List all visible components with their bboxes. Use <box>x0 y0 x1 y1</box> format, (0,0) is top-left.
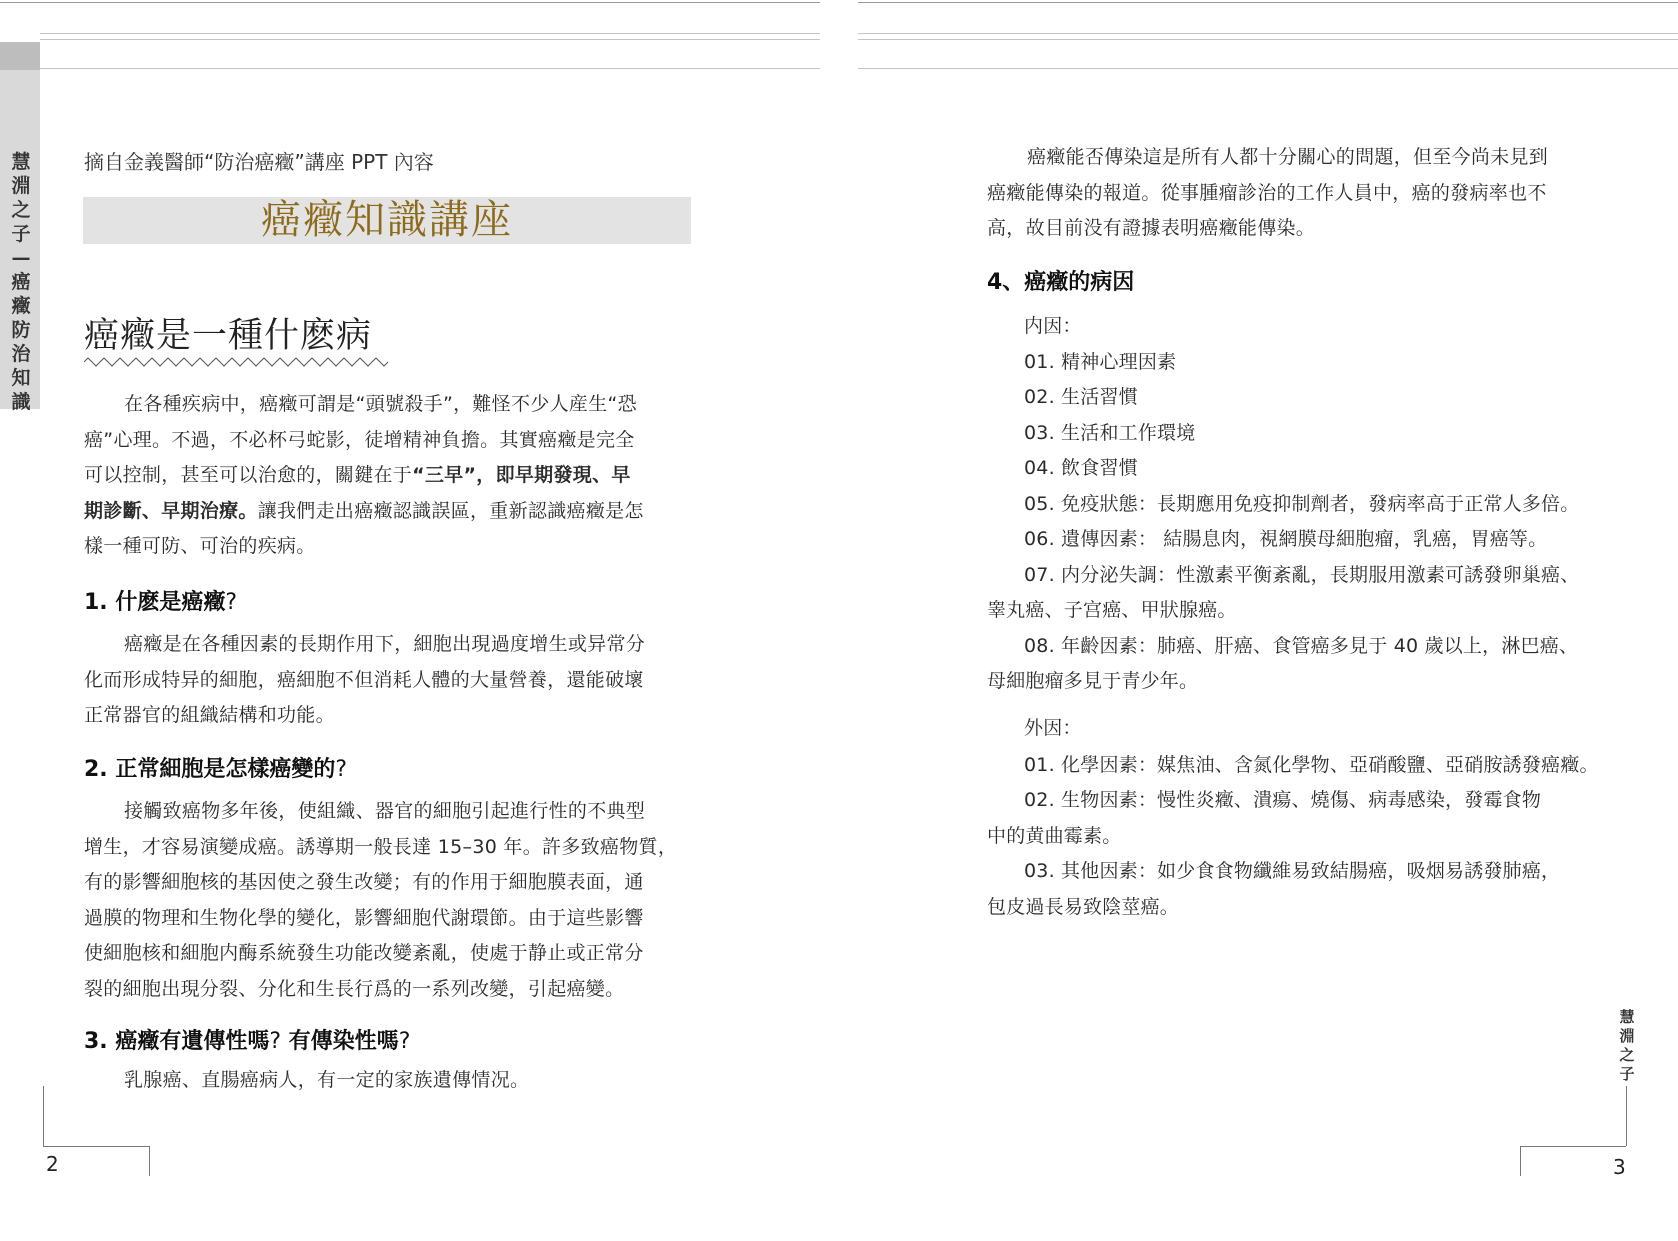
internal-item-05: 05. 免疫狀態：長期應用免疫抑制劑者，發病率高于正常人多倍。 <box>1024 493 1580 515</box>
page-title: 癌癥知識講座 <box>261 197 513 243</box>
corner-mark-left-h <box>43 1146 149 1147</box>
answer-2-line-1: 接觸致癌物多年後，使組織、器官的細胞引起進行性的不典型 <box>124 800 646 822</box>
external-item-02-cont: 中的黄曲霉素。 <box>987 825 1122 847</box>
contagion-paragraph <box>987 140 1595 247</box>
intro-line-2: 癌”心理。不過，不必杯弓蛇影，徒增精神負擔。其實癌癥是完全 <box>84 428 635 451</box>
answer-1 <box>84 627 692 734</box>
spine-label: 慧淵之子—癌癥防治知識 <box>11 151 31 413</box>
answer-1-line-3: 正常器官的組織結構和功能。 <box>84 704 335 726</box>
corner-mark-right <box>1626 1086 1627 1146</box>
internal-item-07: 07. 内分泌失調：性激素平衡紊亂，長期服用激素可誘發卵巢癌、 <box>1024 564 1580 586</box>
question-1-heading: 1. 什麽是癌癥? <box>84 590 238 615</box>
answer-1-line-1: 癌癥是在各種因素的長期作用下，細胞出現過度增生或异常分 <box>124 633 646 655</box>
top-rule-right <box>858 2 1678 3</box>
internal-item-04: 04. 飲食習慣 <box>1024 457 1138 479</box>
intro-line-4b: 讓我們走出癌癥認識誤區，重新認識癌癥是怎 <box>257 499 644 522</box>
intro-paragraph <box>84 387 692 565</box>
answer-2-line-4: 過膜的物理和生物化學的變化，影響細胞代謝環節。由于這些影響 <box>84 906 644 929</box>
internal-item-02: 02. 生活習慣 <box>1024 386 1138 408</box>
external-item-03-cont: 包皮過長易致陰莖癌。 <box>987 896 1180 918</box>
intro-line-1: 在各種疾病中，癌癥可謂是“頭號殺手”，難怪不少人産生“恐 <box>124 393 637 415</box>
header-rule-left-2 <box>40 39 820 40</box>
answer-2-line-2: 增生，才容易演變成癌。誘導期一般長達 15–30 年。許多致癌物質， <box>84 835 678 858</box>
intro-line-4a: 期診斷、早期治療。 <box>84 499 258 522</box>
intro-line-3b: “三早”，即早期發現、早 <box>412 464 631 486</box>
external-item-01: 01. 化學因素：媒焦油、含氮化學物、亞硝酸鹽、亞硝胺誘發癌癥。 <box>1024 754 1599 776</box>
answer-3-line-1: 乳腺癌、直腸癌病人，有一定的家族遺傳情况。 <box>124 1069 530 1091</box>
side-tab-label: 慧淵之子 <box>1619 1008 1635 1083</box>
header-rule-right-3 <box>858 68 1678 69</box>
answer-3 <box>84 1063 692 1099</box>
header-rule-right-2 <box>858 39 1678 40</box>
source-line: 摘自金義醫師“防治癌癥”講座 PPT 內容 <box>84 150 434 174</box>
header-rule-right <box>858 33 1678 34</box>
spine-tab-top <box>0 42 40 70</box>
internal-item-01: 01. 精神心理因素 <box>1024 351 1177 373</box>
question-2-heading: 2. 正常細胞是怎樣癌變的? <box>84 757 348 782</box>
contagion-line-3: 高，故目前没有證據表明癌癥能傳染。 <box>987 217 1316 239</box>
external-label: 外因： <box>1024 717 1082 739</box>
section-title: 癌癥是一種什麽病 <box>84 316 373 356</box>
internal-item-08-cont: 母細胞瘤多見于青少年。 <box>987 670 1199 692</box>
zigzag-underline <box>84 356 388 368</box>
answer-2-line-5: 使細胞核和細胞内酶系統發生功能改變紊亂，使處于静止或正常分 <box>84 942 644 964</box>
answer-1-line-2: 化而形成特异的細胞，癌細胞不但消耗人體的大量營養，還能破壞 <box>84 668 644 691</box>
page-number-left: 2 <box>46 1152 59 1176</box>
intro-line-5: 樣一種可防、可治的疾病。 <box>84 535 316 557</box>
external-item-02: 02. 生物因素：慢性炎癥、潰瘍、燒傷、病毒感染，發霉食物 <box>1024 789 1542 811</box>
contagion-line-1: 癌癥能否傳染這是所有人都十分關心的問題，但至今尚未見到 <box>1027 146 1549 168</box>
internal-item-03: 03. 生活和工作環境 <box>1024 422 1196 444</box>
intro-line-3a: 可以控制，甚至可以治愈的，關鍵在于 <box>84 464 413 486</box>
header-rule-left-3 <box>40 68 820 69</box>
internal-item-07-cont: 睾丸癌、子宫癌、甲狀腺癌。 <box>987 599 1237 621</box>
external-item-03: 03. 其他因素：如少食食物纖維易致結腸癌，吸烟易誘發肺癌， <box>1024 860 1561 882</box>
answer-2-line-6: 裂的細胞出現分裂、分化和生長行爲的一系列改變，引起癌變。 <box>84 977 625 1000</box>
corner-mark-left-v2 <box>149 1146 150 1176</box>
top-rule-left <box>0 2 820 3</box>
internal-label: 内因： <box>1024 315 1082 337</box>
answer-2 <box>84 794 692 1007</box>
corner-mark-right-v2 <box>1520 1146 1521 1176</box>
internal-item-06: 06. 遺傳因素： 結腸息肉，視網膜母細胞瘤，乳癌，胃癌等。 <box>1024 528 1548 550</box>
corner-mark-right-h <box>1520 1146 1626 1147</box>
question-3-heading: 3. 癌癥有遺傳性嗎? 有傳染性嗎? <box>84 1029 411 1054</box>
answer-2-line-3: 有的影響細胞核的基因使之發生改變；有的作用于細胞膜表面，通 <box>84 871 644 893</box>
corner-mark-left <box>43 1086 44 1146</box>
header-rule-left <box>40 33 820 34</box>
internal-item-08: 08. 年齡因素：肺癌、肝癌、食管癌多見于 40 歲以上，淋巴癌、 <box>1024 635 1579 657</box>
page-number-right: 3 <box>1613 1155 1626 1179</box>
contagion-line-2: 癌癥能傳染的報道。從事腫瘤診治的工作人員中，癌的發病率也不 <box>987 181 1547 204</box>
causes-heading: 4、癌癥的病因 <box>987 270 1135 295</box>
